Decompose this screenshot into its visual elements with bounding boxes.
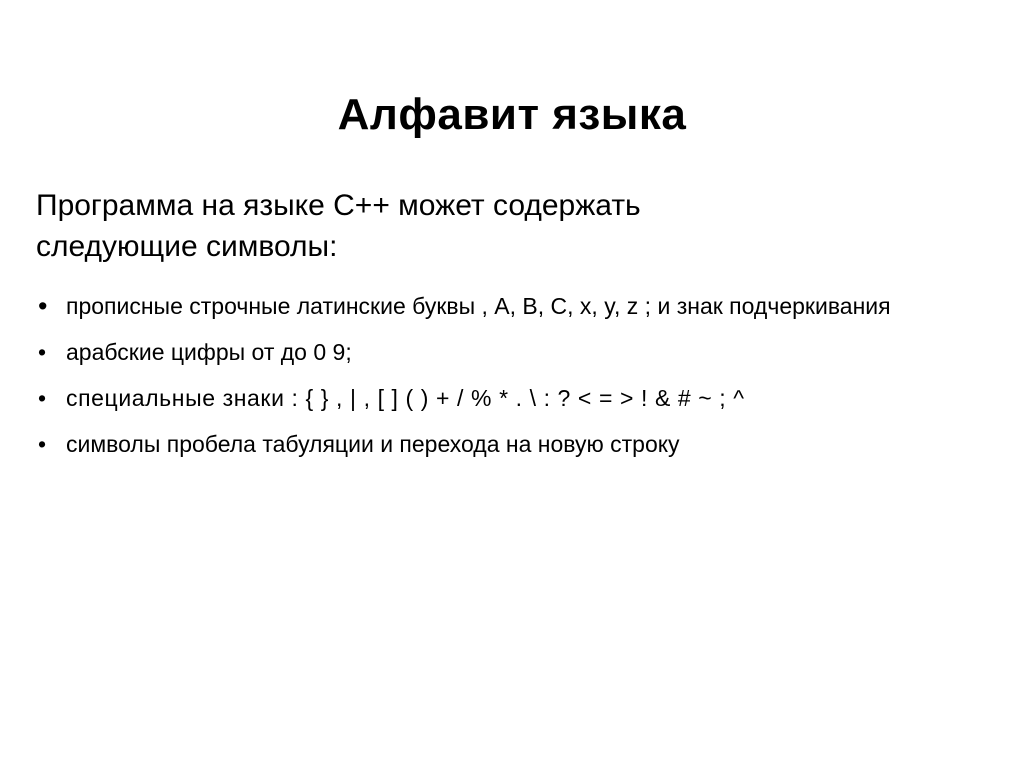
list-item-label: арабские цифры от до 0 9; xyxy=(66,338,352,365)
bullet-dot-icon: • xyxy=(38,431,47,458)
bullet-dot-icon: • xyxy=(38,290,48,321)
list-item-label: прописные строчные латинские буквы , A, B, C, x, y, z ; и знак подчеркивания xyxy=(66,292,891,319)
slide-body xyxy=(36,186,988,474)
bullet-dot-icon: • xyxy=(38,384,47,411)
intro-paragraph: Программа на языке C++ может содержать следующие символы: xyxy=(36,189,641,263)
page-title: Алфавит языка xyxy=(337,90,687,140)
bullet-list xyxy=(36,290,988,461)
list-item xyxy=(36,428,988,460)
list-item xyxy=(36,336,988,368)
list-item xyxy=(36,382,988,414)
list-item-label: символы пробела табуляции и перехода на новую строку xyxy=(66,431,680,458)
list-item xyxy=(36,290,988,322)
bullet-dot-icon: • xyxy=(38,338,47,365)
list-item-label: специальные знаки : { } , | , [ ] ( ) + / % * . \ : ? < = > ! & # ~ ; ^ xyxy=(66,384,745,411)
